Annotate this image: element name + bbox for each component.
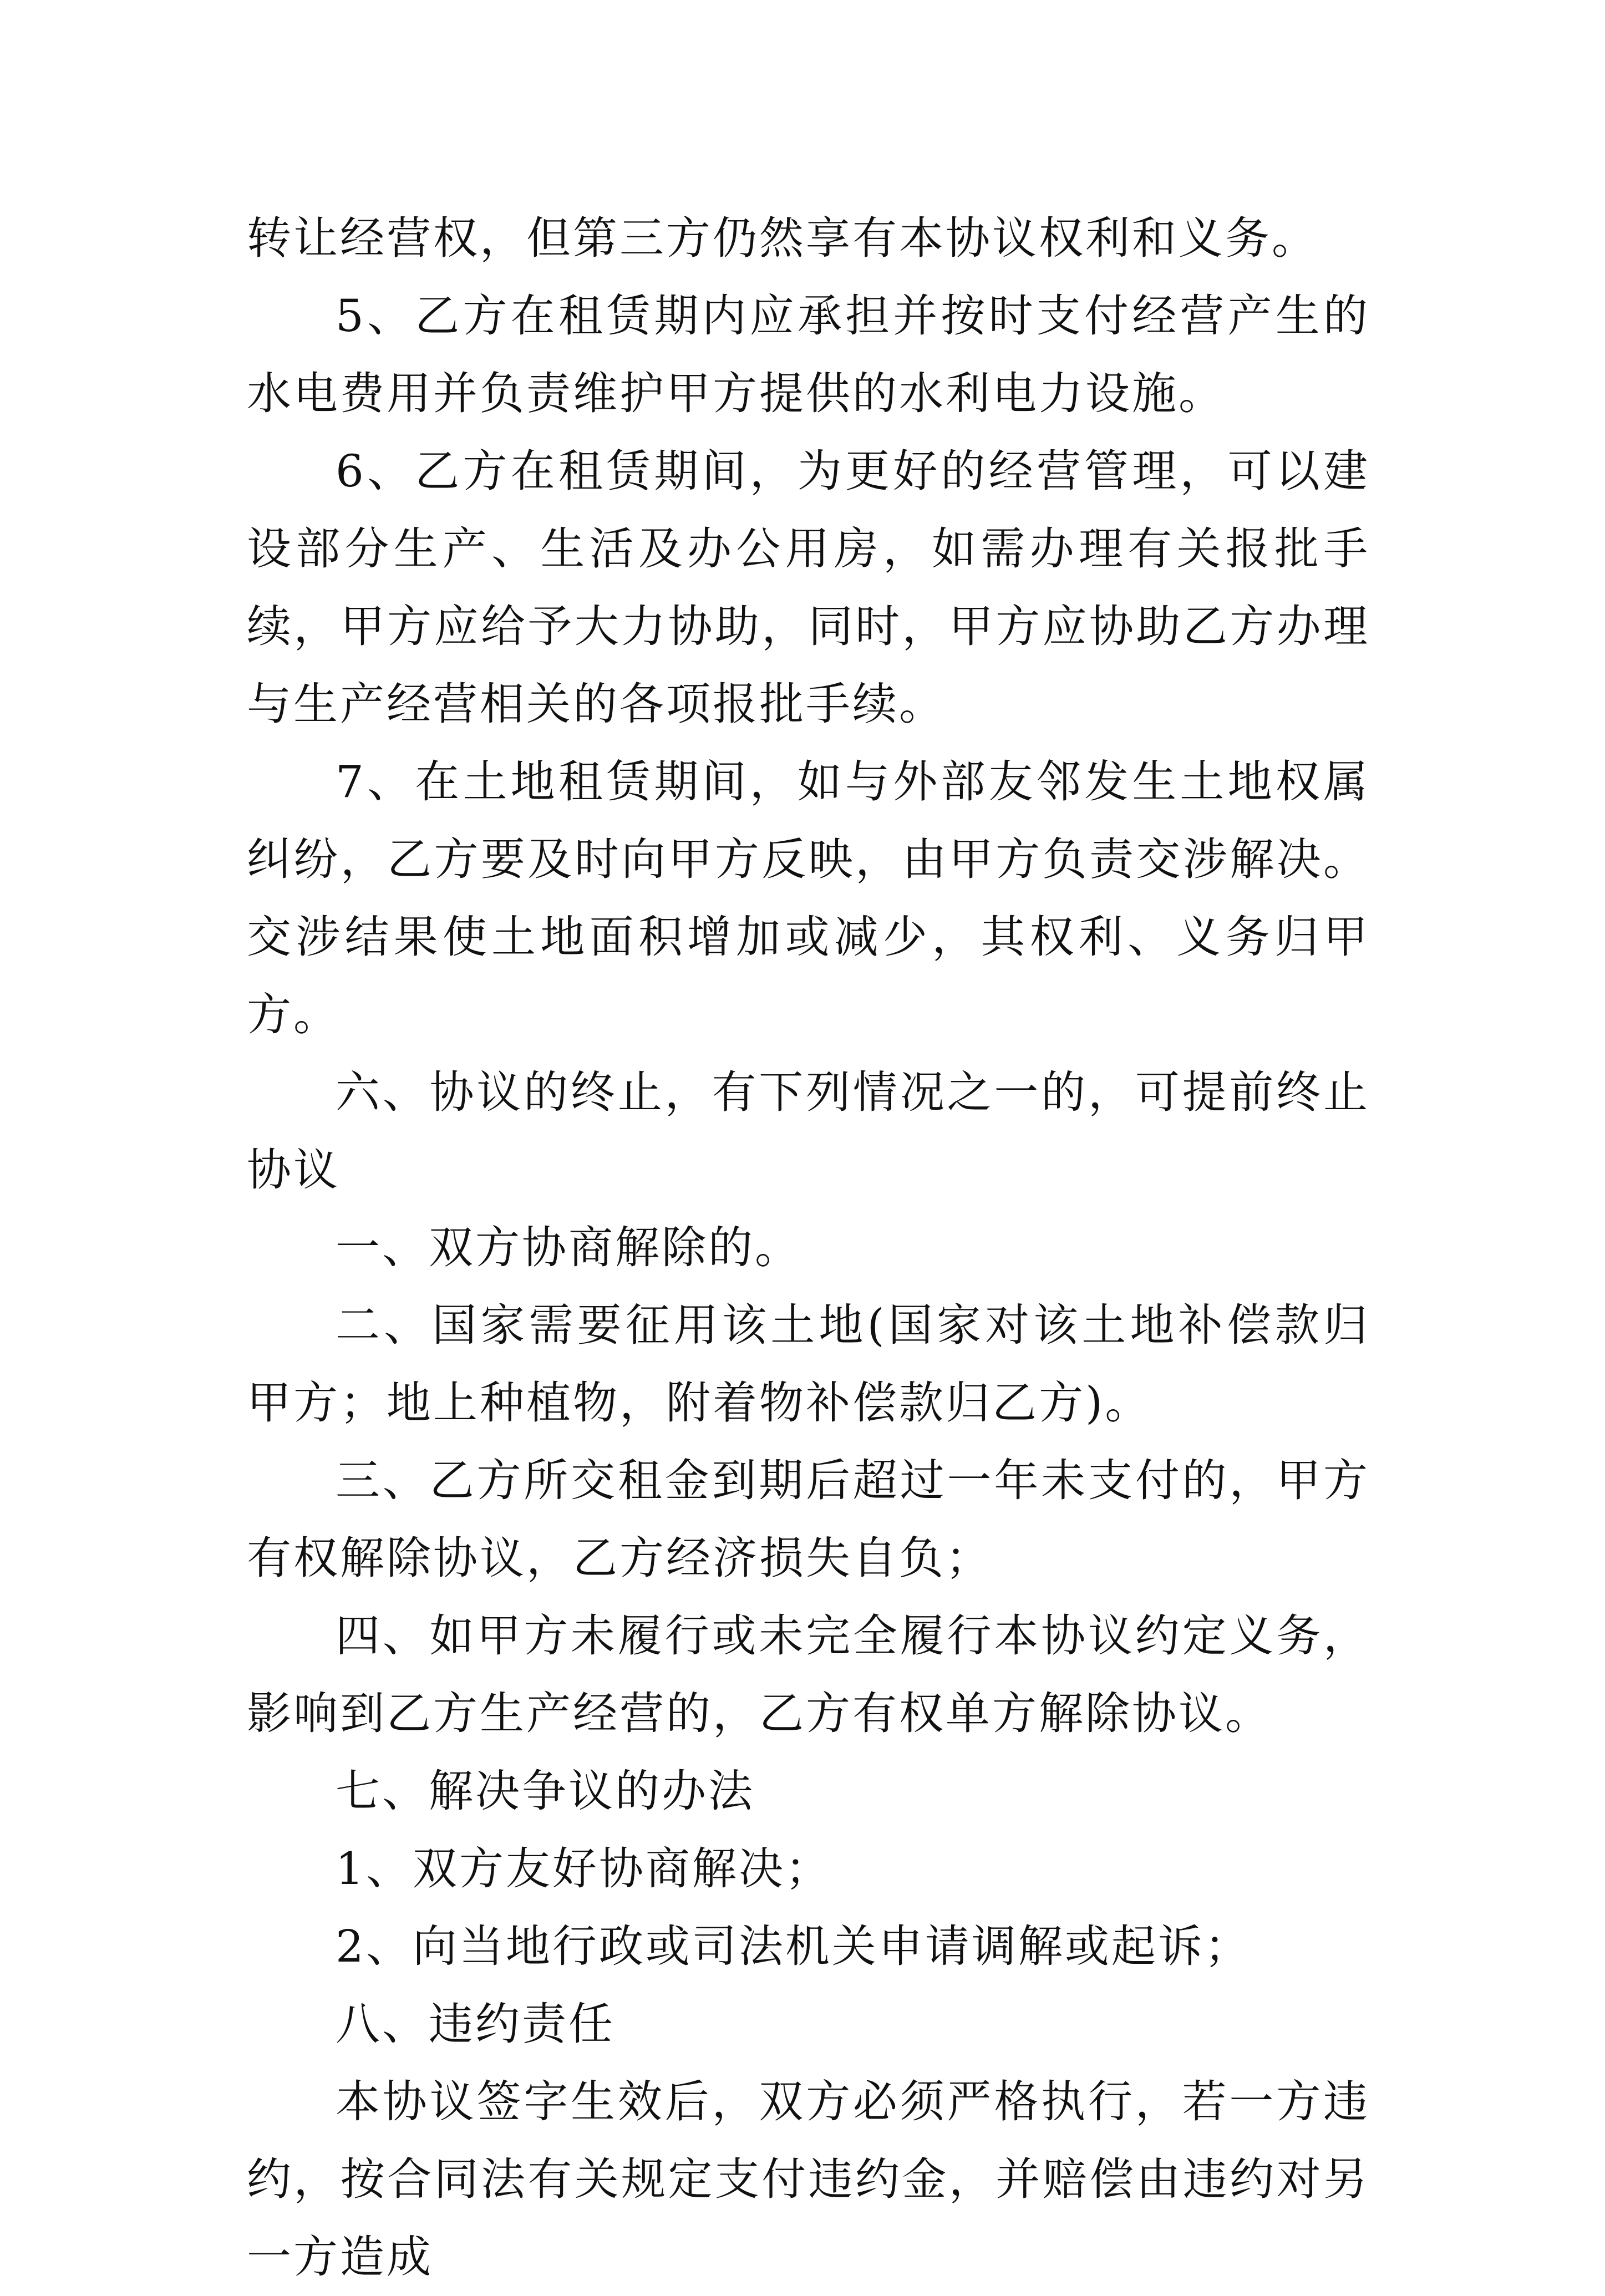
paragraph: 6、乙方在租赁期间，为更好的经营管理，可以建设部分生产、生活及办公用房，如需办理有关报批手续，甲方应给予大力协助，同时，甲方应协助乙方办理与生产经营相关的各项报批手续。	[247, 445, 1370, 730]
paragraph: 一、双方协商解除的。	[336, 1222, 801, 1273]
paragraph: 四、如甲方未履行或未完全履行本协议约定义务，影响到乙方生产经营的，乙方有权单方解除协议。	[247, 1610, 1370, 1739]
paragraph: 二、国家需要征用该土地(国家对该土地补偿款归甲方；地上种植物，附着物补偿款归乙方)。	[247, 1299, 1370, 1429]
section-heading: 八、违约责任	[336, 1998, 615, 2050]
paragraph: 7、在土地租赁期间，如与外部友邻发生土地权属纠纷，乙方要及时向甲方反映，由甲方负责交涉解决。交涉结果使土地面积增加或减少，其权利、义务归甲方。	[247, 756, 1370, 1040]
paragraph: 5、乙方在租赁期内应承担并按时支付经营产生的水电费用并负责维护甲方提供的水利电力设施。	[247, 290, 1370, 419]
document-body	[247, 200, 1370, 2296]
paragraph: 本协议签字生效后，双方必须严格执行，若一方违约，按合同法有关规定支付违约金，并赔偿由违约对另一方造成	[247, 2076, 1370, 2283]
paragraph: 1、双方友好协商解决；	[336, 1843, 832, 1894]
section-heading: 六、协议的终止，有下列情况之一的，可提前终止协议	[247, 1066, 1370, 1196]
paragraph: 2、向当地行政或司法机关申请调解或起诉；	[336, 1921, 1251, 1972]
paragraph: 三、乙方所交租金到期后超过一年未支付的，甲方有权解除协议，乙方经济损失自负；	[247, 1455, 1370, 1584]
paragraph: 转让经营权，但第三方仍然享有本协议权利和义务。	[247, 212, 1318, 264]
section-heading: 七、解决争议的办法	[336, 1765, 755, 1817]
